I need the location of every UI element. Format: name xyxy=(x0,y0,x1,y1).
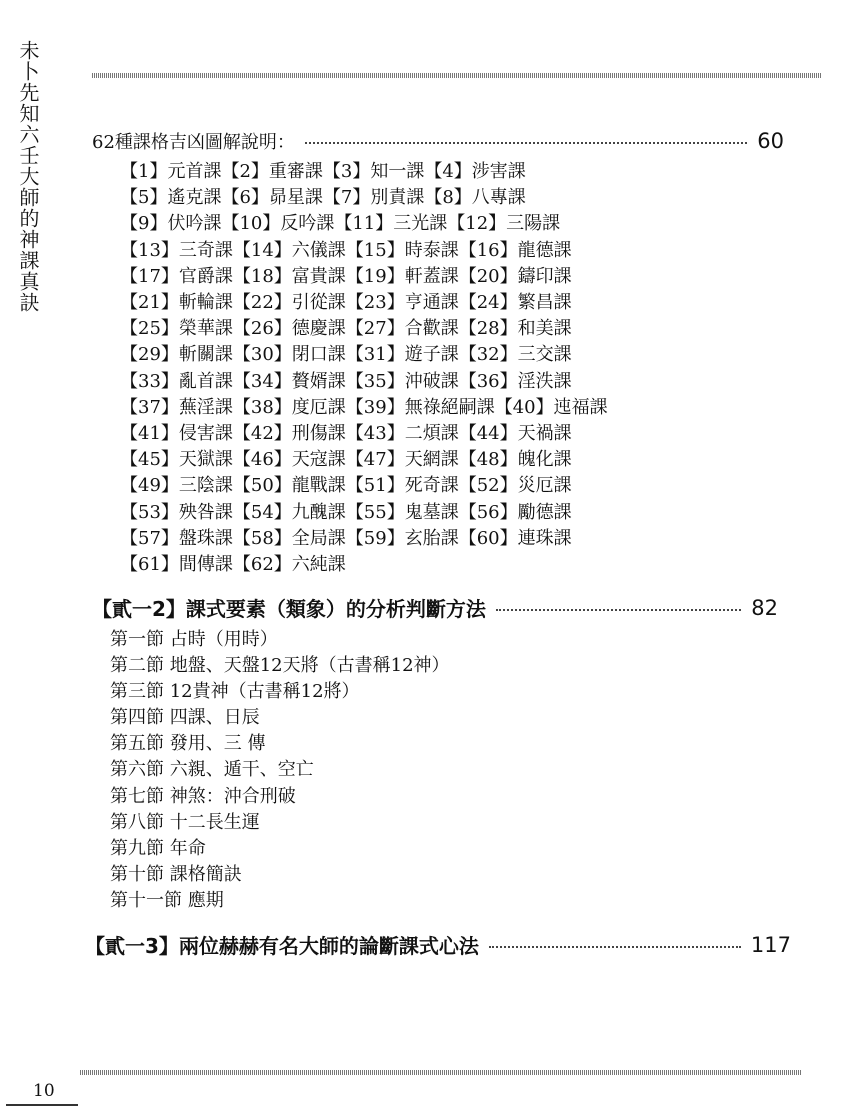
lesson-line: 【41】侵害課【42】刑傷課【43】二煩課【44】天禍課 xyxy=(120,423,572,445)
chapter-line: 第一節 占時（用時） xyxy=(110,629,278,650)
top-divider xyxy=(92,73,822,78)
chapter-line: 第十節 課格簡訣 xyxy=(110,863,242,885)
leader-dots xyxy=(496,609,741,611)
section-3-page: 117 xyxy=(750,932,791,957)
chapter-line: 第四節 四課、日辰 xyxy=(110,707,260,729)
lesson-list xyxy=(120,159,608,578)
section-2-title: 【貳一2】課式要素（類象）的分析判斷方法 xyxy=(92,597,486,621)
chapter-list xyxy=(110,627,450,914)
lesson-line: 【9】伏吟課【10】反吟課【11】三光課【12】三陽課 xyxy=(120,213,561,235)
lesson-line: 【1】元首課【2】重審課【3】知一課【4】涉害課 xyxy=(120,161,526,182)
lesson-line: 【61】間傳課【62】六純課 xyxy=(120,554,346,576)
chapter-line: 第二節 地盤、天盤12天將（古書稱12神） xyxy=(110,655,450,677)
toc-intro-title: 62種課格吉凶圖解說明： xyxy=(92,132,295,153)
chapter-line: 第五節 發用、三 傳 xyxy=(110,733,266,755)
page-number-underline xyxy=(6,1104,78,1106)
toc-section-2-row[interactable] xyxy=(92,593,778,622)
lesson-line: 【37】蕪淫課【38】度厄課【39】無祿絕嗣課【40】迍福課 xyxy=(120,396,608,418)
toc-intro-row[interactable] xyxy=(92,128,784,154)
lesson-line: 【21】斬輪課【22】引從課【23】亨通課【24】繁昌課 xyxy=(120,292,572,314)
leader-dots xyxy=(305,142,747,144)
lesson-line: 【17】官爵課【18】富貴課【19】軒蓋課【20】鑄印課 xyxy=(120,265,572,287)
chapter-line: 第九節 年命 xyxy=(110,837,206,859)
toc-section-3-row[interactable] xyxy=(85,930,791,959)
toc-intro-page: 60 xyxy=(757,129,784,153)
section-3-title: 【貳一3】兩位赫赫有名大師的論斷課式心法 xyxy=(85,934,479,958)
chapter-line: 第八節 十二長生運 xyxy=(110,811,260,833)
lesson-line: 【29】斬關課【30】閉口課【31】遊子課【32】三交課 xyxy=(120,344,572,366)
lesson-line: 【57】盤珠課【58】全局課【59】玄胎課【60】連珠課 xyxy=(120,527,572,549)
vertical-book-title: 未卜先知六壬大師的神課真訣 xyxy=(16,40,40,313)
leader-dots xyxy=(489,946,741,948)
chapter-line: 第三節 12貴神（古書稱12將） xyxy=(110,681,360,703)
lesson-line: 【13】三奇課【14】六儀課【15】時泰課【16】龍德課 xyxy=(120,239,572,261)
lesson-line: 【33】亂首課【34】贅婿課【35】沖破課【36】淫泆課 xyxy=(120,370,572,392)
lesson-line: 【45】天獄課【46】天寇課【47】天網課【48】魄化課 xyxy=(120,449,572,471)
lesson-line: 【25】榮華課【26】德慶課【27】合歡課【28】和美課 xyxy=(120,318,572,340)
chapter-line: 第七節 神煞：沖合刑破 xyxy=(110,785,296,807)
lesson-line: 【53】殃咎課【54】九醜課【55】鬼墓課【56】勵德課 xyxy=(120,501,572,523)
lesson-line: 【49】三陰課【50】龍戰課【51】死奇課【52】災厄課 xyxy=(120,475,572,497)
page-number: 10 xyxy=(33,1081,55,1101)
chapter-line: 第六節 六親、遁干、空亡 xyxy=(110,759,314,781)
bottom-divider xyxy=(80,1070,802,1075)
chapter-line: 第十一節 應期 xyxy=(110,889,224,911)
lesson-line: 【5】遙克課【6】昴星課【7】別責課【8】八專課 xyxy=(120,187,526,209)
section-2-page: 82 xyxy=(751,595,778,620)
